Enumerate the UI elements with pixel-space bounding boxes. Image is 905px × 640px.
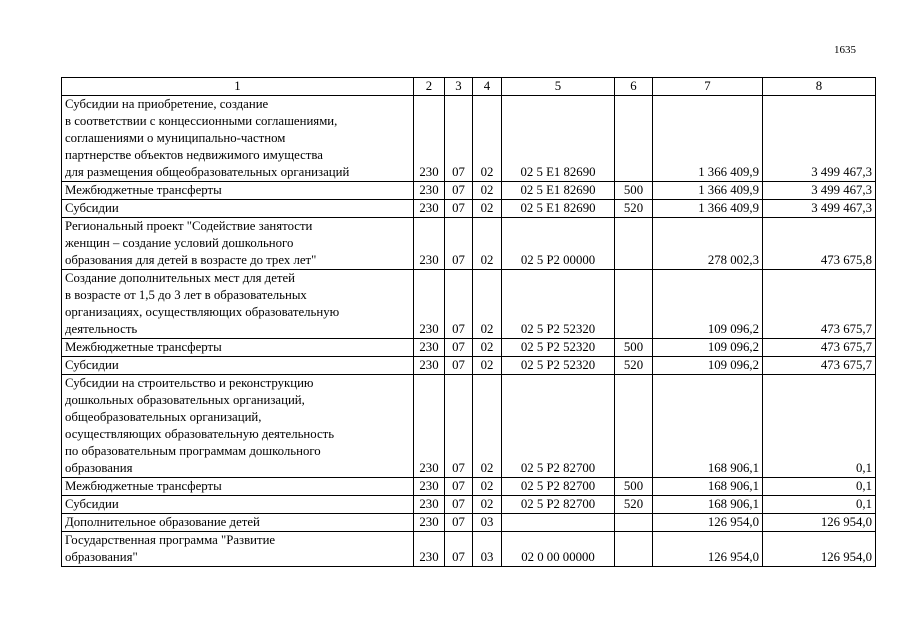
column-header: 7 — [653, 78, 763, 96]
budget-subsection2-cell: 02 — [473, 375, 502, 478]
expense-type-cell — [615, 270, 653, 339]
table-row — [62, 200, 876, 218]
target-article-cell: 02 5 P2 52320 — [502, 339, 615, 357]
expense-type-cell: 500 — [615, 182, 653, 200]
row-name-cell — [62, 200, 414, 218]
row-name-line: образования для детей в возрасте до трех лет" — [65, 253, 317, 267]
amount-col7-cell: 1 366 409,9 — [653, 200, 763, 218]
budget-subsection2-cell: 02 — [473, 96, 502, 182]
amount-col7-cell: 1 366 409,9 — [653, 96, 763, 182]
budget-section-cell: 230 — [414, 182, 445, 200]
budget-subsection-cell: 07 — [445, 200, 473, 218]
expense-type-cell — [615, 514, 653, 532]
column-header: 8 — [763, 78, 876, 96]
amount-col8-cell: 3 499 467,3 — [763, 200, 876, 218]
row-name-line: соглашениями о муниципально-частном — [65, 131, 286, 145]
target-article-cell: 02 5 P2 00000 — [502, 218, 615, 270]
budget-subsection-cell: 07 — [445, 496, 473, 514]
table-row — [62, 339, 876, 357]
row-name-line: Государственная программа "Развитие — [65, 533, 276, 547]
budget-section-cell: 230 — [414, 532, 445, 567]
row-name-cell — [62, 218, 414, 270]
amount-col8-cell: 3 499 467,3 — [763, 182, 876, 200]
row-name-cell — [62, 514, 414, 532]
row-name-line: осуществляющих образовательную деятельность — [65, 427, 335, 441]
target-article-cell: 02 5 P2 82700 — [502, 375, 615, 478]
budget-section-cell: 230 — [414, 218, 445, 270]
row-name-line: Межбюджетные трансферты — [65, 340, 222, 354]
budget-subsection2-cell: 02 — [473, 218, 502, 270]
row-name-line: Дополнительное образование детей — [65, 515, 260, 529]
budget-subsection-cell: 07 — [445, 514, 473, 532]
target-article-cell: 02 5 E1 82690 — [502, 182, 615, 200]
row-name-line: Субсидии — [65, 497, 119, 511]
amount-col8-cell: 473 675,7 — [763, 357, 876, 375]
budget-subsection2-cell: 02 — [473, 478, 502, 496]
amount-col7-cell: 126 954,0 — [653, 532, 763, 567]
budget-section-cell: 230 — [414, 496, 445, 514]
row-name-cell — [62, 357, 414, 375]
table-row — [62, 182, 876, 200]
budget-section-cell: 230 — [414, 339, 445, 357]
expense-type-cell — [615, 218, 653, 270]
target-article-cell — [502, 514, 615, 532]
table-row — [62, 514, 876, 532]
expense-type-cell: 520 — [615, 496, 653, 514]
amount-col7-cell: 168 906,1 — [653, 496, 763, 514]
table-row — [62, 478, 876, 496]
column-header: 5 — [502, 78, 615, 96]
budget-subsection-cell: 07 — [445, 532, 473, 567]
target-article-cell: 02 5 E1 82690 — [502, 96, 615, 182]
budget-section-cell: 230 — [414, 200, 445, 218]
table-row — [62, 270, 876, 339]
table-row — [62, 357, 876, 375]
row-name-line: Межбюджетные трансферты — [65, 183, 222, 197]
expense-type-cell: 520 — [615, 357, 653, 375]
row-name-line: Субсидии на приобретение, создание — [65, 97, 269, 111]
target-article-cell: 02 5 P2 52320 — [502, 357, 615, 375]
amount-col7-cell: 168 906,1 — [653, 478, 763, 496]
row-name-line: Создание дополнительных мест для детей — [65, 271, 295, 285]
amount-col8-cell: 126 954,0 — [763, 532, 876, 567]
budget-section-cell: 230 — [414, 270, 445, 339]
row-name-line: Субсидии — [65, 358, 119, 372]
budget-subsection2-cell: 02 — [473, 357, 502, 375]
table-row — [62, 496, 876, 514]
budget-subsection2-cell: 03 — [473, 514, 502, 532]
expense-type-cell: 500 — [615, 478, 653, 496]
budget-subsection-cell: 07 — [445, 218, 473, 270]
column-header: 3 — [445, 78, 473, 96]
column-header: 4 — [473, 78, 502, 96]
target-article-cell: 02 5 P2 82700 — [502, 496, 615, 514]
budget-subsection2-cell: 02 — [473, 496, 502, 514]
budget-subsection-cell: 07 — [445, 339, 473, 357]
budget-subsection2-cell: 03 — [473, 532, 502, 567]
budget-subsection2-cell: 02 — [473, 339, 502, 357]
row-name-line: по образовательным программам дошкольного — [65, 444, 321, 458]
amount-col8-cell: 473 675,8 — [763, 218, 876, 270]
amount-col8-cell: 0,1 — [763, 375, 876, 478]
budget-section-cell: 230 — [414, 375, 445, 478]
amount-col8-cell: 126 954,0 — [763, 514, 876, 532]
budget-section-cell: 230 — [414, 357, 445, 375]
amount-col7-cell: 109 096,2 — [653, 339, 763, 357]
row-name-line: Региональный проект "Содействие занятости — [65, 219, 313, 233]
expense-type-cell: 500 — [615, 339, 653, 357]
row-name-line: общеобразовательных организаций, — [65, 410, 262, 424]
budget-subsection-cell: 07 — [445, 270, 473, 339]
row-name-line: Межбюджетные трансферты — [65, 479, 222, 493]
row-name-line: образования" — [65, 550, 138, 564]
row-name-line: женщин – создание условий дошкольного — [65, 236, 294, 250]
target-article-cell: 02 5 E1 82690 — [502, 200, 615, 218]
budget-section-cell: 230 — [414, 514, 445, 532]
amount-col7-cell: 126 954,0 — [653, 514, 763, 532]
amount-col8-cell: 3 499 467,3 — [763, 96, 876, 182]
row-name-cell — [62, 496, 414, 514]
page-number: 1635 — [834, 44, 856, 56]
row-name-cell — [62, 182, 414, 200]
budget-subsection2-cell: 02 — [473, 200, 502, 218]
column-header: 1 — [62, 78, 414, 96]
expense-type-cell — [615, 96, 653, 182]
amount-col7-cell: 109 096,2 — [653, 357, 763, 375]
table-row — [62, 532, 876, 567]
row-name-line: деятельность — [65, 322, 138, 336]
row-name-line: в возрасте от 1,5 до 3 лет в образовательных — [65, 288, 307, 302]
table-row — [62, 96, 876, 182]
budget-subsection2-cell: 02 — [473, 270, 502, 339]
row-name-line: образования — [65, 461, 133, 475]
expense-type-cell: 520 — [615, 200, 653, 218]
row-name-line: для размещения общеобразовательных организаций — [65, 165, 350, 179]
budget-subsection-cell: 07 — [445, 357, 473, 375]
row-name-cell — [62, 96, 414, 182]
row-name-line: Субсидии — [65, 201, 119, 215]
column-header: 2 — [414, 78, 445, 96]
budget-subsection-cell: 07 — [445, 182, 473, 200]
row-name-cell — [62, 339, 414, 357]
budget-subsection-cell: 07 — [445, 478, 473, 496]
budget-subsection-cell: 07 — [445, 375, 473, 478]
budget-subsection2-cell: 02 — [473, 182, 502, 200]
expense-type-cell — [615, 375, 653, 478]
row-name-cell — [62, 478, 414, 496]
budget-subsection-cell: 07 — [445, 96, 473, 182]
row-name-cell — [62, 270, 414, 339]
table-row — [62, 218, 876, 270]
row-name-line: дошкольных образовательных организаций, — [65, 393, 305, 407]
target-article-cell: 02 0 00 00000 — [502, 532, 615, 567]
amount-col8-cell: 473 675,7 — [763, 339, 876, 357]
column-header: 6 — [615, 78, 653, 96]
row-name-cell — [62, 532, 414, 567]
target-article-cell: 02 5 P2 52320 — [502, 270, 615, 339]
row-name-line: организациях, осуществляющих образовательную — [65, 305, 340, 319]
expense-type-cell — [615, 532, 653, 567]
target-article-cell: 02 5 P2 82700 — [502, 478, 615, 496]
amount-col7-cell: 278 002,3 — [653, 218, 763, 270]
amount-col8-cell: 0,1 — [763, 478, 876, 496]
amount-col8-cell: 0,1 — [763, 496, 876, 514]
row-name-cell — [62, 375, 414, 478]
row-name-line: партнерстве объектов недвижимого имущества — [65, 148, 323, 162]
budget-section-cell: 230 — [414, 96, 445, 182]
row-name-line: Субсидии на строительство и реконструкцию — [65, 376, 314, 390]
budget-table — [61, 77, 876, 567]
row-name-line: в соответствии с концессионными соглашениями, — [65, 114, 338, 128]
amount-col7-cell: 109 096,2 — [653, 270, 763, 339]
table-header-row — [62, 78, 876, 96]
amount-col7-cell: 1 366 409,9 — [653, 182, 763, 200]
table-row — [62, 375, 876, 478]
amount-col7-cell: 168 906,1 — [653, 375, 763, 478]
budget-section-cell: 230 — [414, 478, 445, 496]
amount-col8-cell: 473 675,7 — [763, 270, 876, 339]
